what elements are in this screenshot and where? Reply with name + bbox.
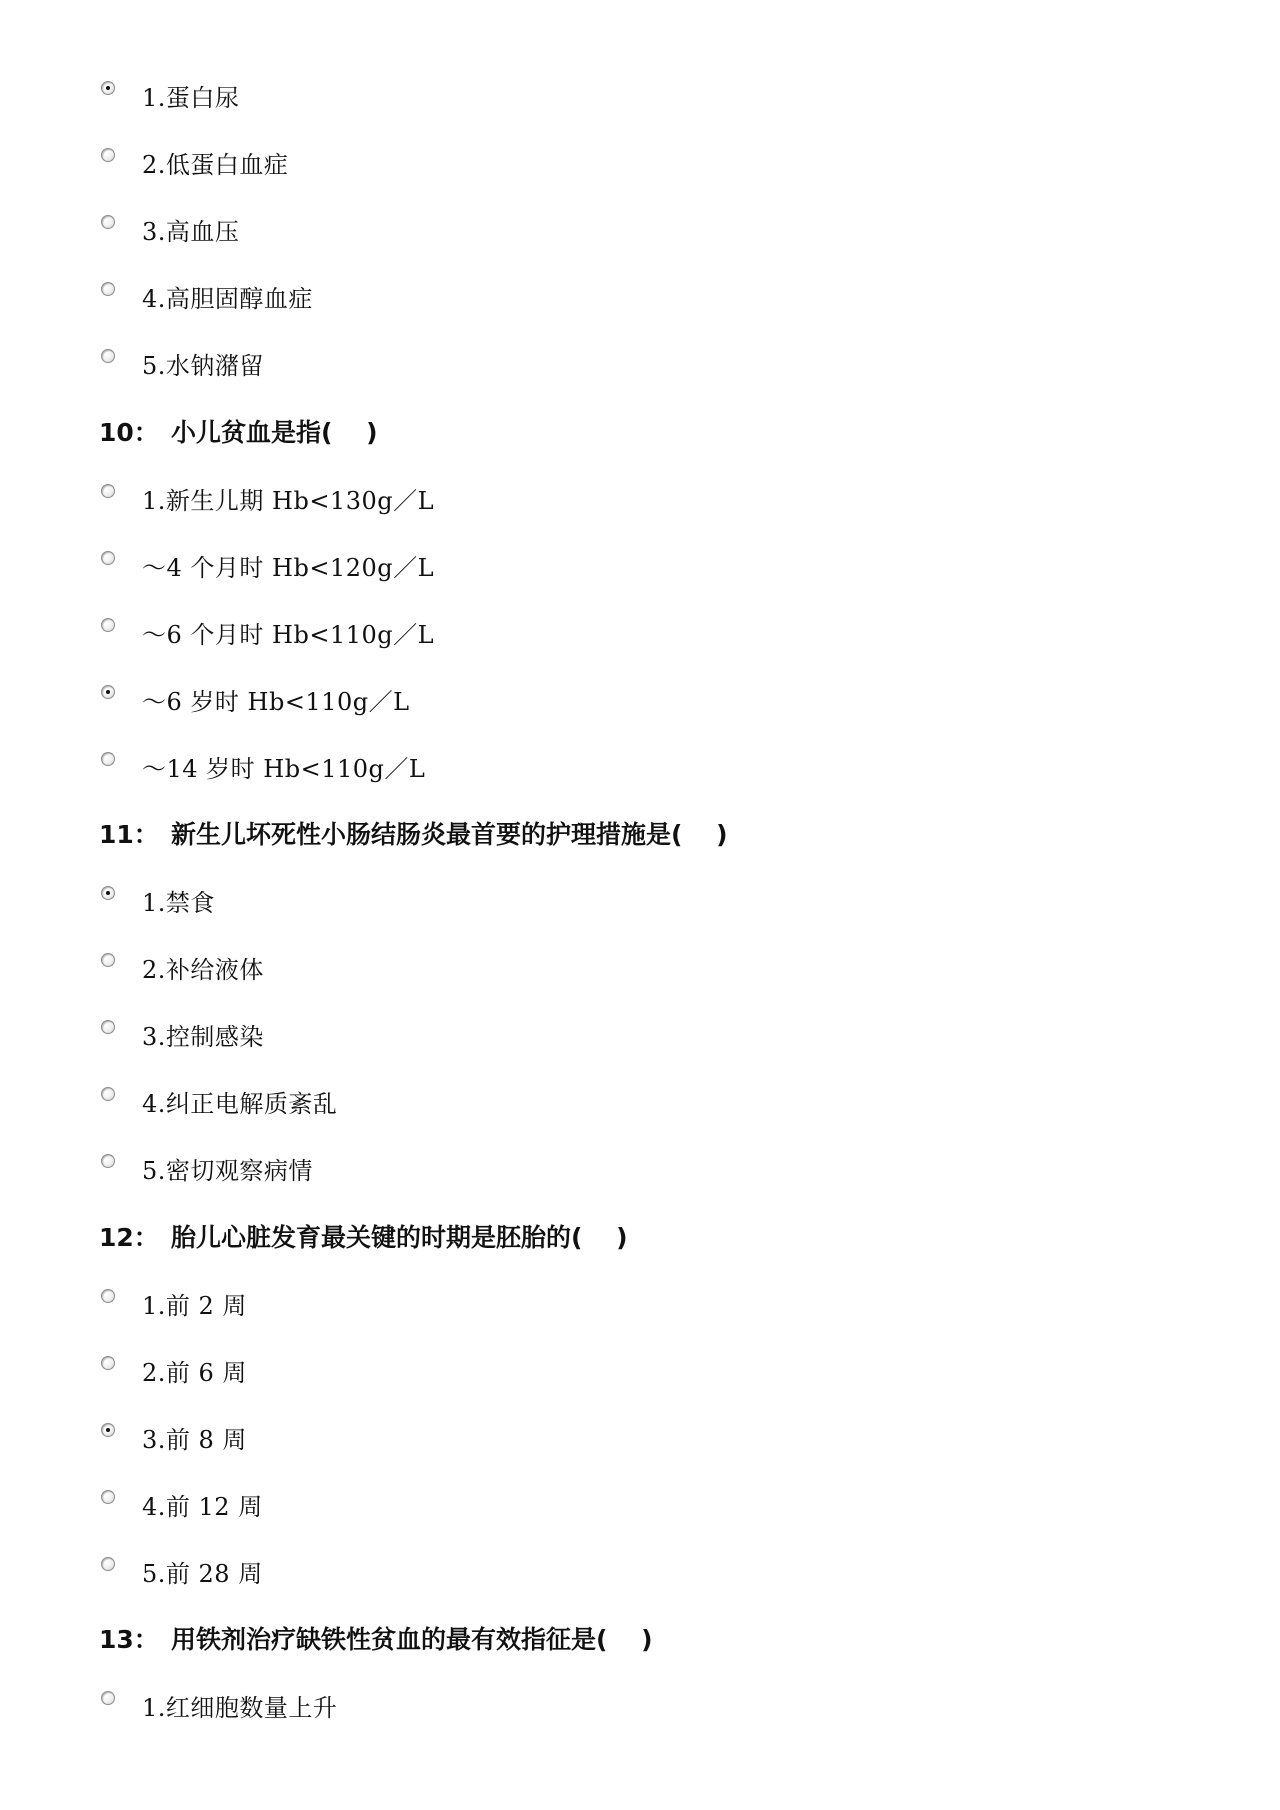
radio-icon[interactable] [101,685,115,699]
option-label: 5.密切观察病情 [142,1157,313,1185]
option-label: ～4 个月时 Hb<120g／L [142,554,435,582]
option-label: ～6 个月时 Hb<110g／L [142,621,435,649]
option-label: 2.低蛋白血症 [142,151,289,179]
radio-icon[interactable] [101,953,115,967]
q11-option-1[interactable] [101,886,1001,926]
q9-option-1[interactable] [101,81,1001,121]
option-label: 1.前 2 周 [142,1292,247,1320]
q10-option-5[interactable] [101,752,1001,792]
radio-icon[interactable] [101,618,115,632]
option-label: 4.高胆固醇血症 [142,285,313,313]
radio-icon[interactable] [101,81,115,95]
question-text: 胎儿心脏发育最关键的时期是胚胎的( ) [171,1223,628,1252]
option-label: 1.红细胞数量上升 [142,1694,338,1722]
question-12 [99,1220,1199,1260]
option-label: 1.新生儿期 Hb<130g／L [142,487,435,515]
q12-option-3[interactable] [101,1423,1001,1463]
radio-icon[interactable] [101,484,115,498]
radio-icon[interactable] [101,148,115,162]
q9-option-4[interactable] [101,282,1001,322]
option-label: 3.高血压 [142,218,240,246]
question-text: 用铁剂治疗缺铁性贫血的最有效指征是( ) [171,1625,653,1654]
q11-option-5[interactable] [101,1154,1001,1194]
option-label: 5.水钠潴留 [142,352,264,380]
question-10 [99,415,1199,455]
radio-icon[interactable] [101,752,115,766]
radio-icon[interactable] [101,1154,115,1168]
radio-icon[interactable] [101,1356,115,1370]
option-label: 3.前 8 周 [142,1426,247,1454]
q12-option-5[interactable] [101,1557,1001,1597]
option-label: ～6 岁时 Hb<110g／L [142,688,410,716]
q13-option-1[interactable] [101,1691,1001,1731]
q10-option-4[interactable] [101,685,1001,725]
q12-option-1[interactable] [101,1289,1001,1329]
radio-icon[interactable] [101,282,115,296]
option-label: 1.禁食 [142,889,215,917]
q9-option-3[interactable] [101,215,1001,255]
radio-icon[interactable] [101,215,115,229]
q12-option-4[interactable] [101,1490,1001,1530]
q10-option-2[interactable] [101,551,1001,591]
q11-option-4[interactable] [101,1087,1001,1127]
question-number: 12： [99,1223,159,1252]
radio-icon[interactable] [101,886,115,900]
q10-option-1[interactable] [101,484,1001,524]
q11-option-3[interactable] [101,1020,1001,1060]
q12-option-2[interactable] [101,1356,1001,1396]
radio-icon[interactable] [101,551,115,565]
option-label: ～14 岁时 Hb<110g／L [142,755,426,783]
option-label: 1.蛋白尿 [142,84,240,112]
radio-icon[interactable] [101,349,115,363]
option-label: 2.前 6 周 [142,1359,247,1387]
radio-icon[interactable] [101,1020,115,1034]
radio-icon[interactable] [101,1490,115,1504]
q10-option-3[interactable] [101,618,1001,658]
radio-icon[interactable] [101,1557,115,1571]
question-text: 小儿贫血是指( ) [171,418,378,447]
question-11 [99,817,1199,857]
question-number: 13： [99,1625,159,1654]
question-text: 新生儿坏死性小肠结肠炎最首要的护理措施是( ) [171,820,728,849]
question-13 [99,1622,1199,1662]
option-label: 3.控制感染 [142,1023,264,1051]
option-label: 4.纠正电解质紊乱 [142,1090,338,1118]
q9-option-5[interactable] [101,349,1001,389]
q11-option-2[interactable] [101,953,1001,993]
option-label: 2.补给液体 [142,956,264,984]
radio-icon[interactable] [101,1289,115,1303]
radio-icon[interactable] [101,1691,115,1705]
option-label: 5.前 28 周 [142,1560,263,1588]
q9-option-2[interactable] [101,148,1001,188]
radio-icon[interactable] [101,1423,115,1437]
option-label: 4.前 12 周 [142,1493,263,1521]
question-number: 10： [99,418,159,447]
radio-icon[interactable] [101,1087,115,1101]
question-number: 11： [99,820,159,849]
